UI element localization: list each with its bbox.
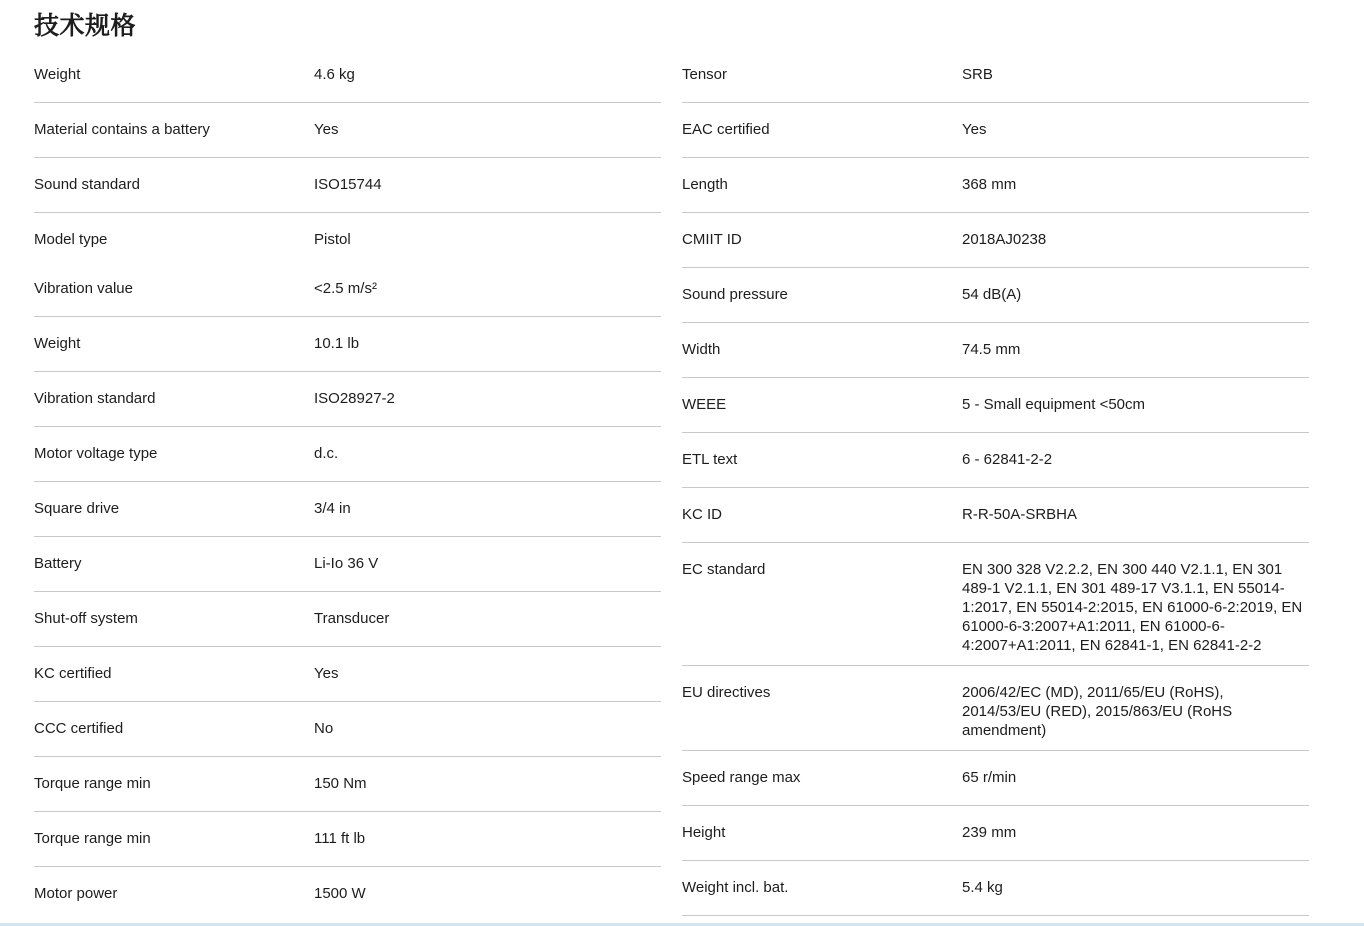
spec-row	[682, 48, 1309, 103]
spec-label: WEEE	[682, 396, 727, 413]
spec-label: EC standard	[682, 561, 766, 578]
spec-value: ISO28927-2	[314, 390, 395, 407]
spec-row	[34, 48, 661, 103]
spec-value: Li-Io 36 V	[314, 555, 379, 572]
spec-value: 10.1 lb	[314, 335, 360, 352]
spec-value: 5.4 kg	[962, 879, 1003, 896]
spec-value: 239 mm	[962, 824, 1017, 841]
spec-value: SRB	[962, 66, 993, 83]
spec-label: Height	[682, 824, 726, 841]
spec-value: Yes	[314, 121, 339, 138]
spec-row	[34, 812, 661, 867]
spec-label: Motor power	[34, 885, 118, 902]
spec-label: Battery	[34, 555, 82, 572]
spec-row	[682, 433, 1309, 488]
spec-label: Weight	[34, 335, 81, 352]
spec-value: 4.6 kg	[314, 66, 355, 83]
spec-value: 2018AJ0238	[962, 231, 1047, 248]
spec-row	[682, 323, 1309, 378]
spec-value: 54 dB(A)	[962, 286, 1022, 303]
spec-label: Torque range min	[34, 775, 151, 792]
spec-table-left	[34, 48, 661, 916]
spec-row	[682, 488, 1309, 543]
spec-value: 74.5 mm	[962, 341, 1021, 358]
spec-value: d.c.	[314, 445, 339, 462]
spec-row	[34, 482, 661, 537]
spec-label: Speed range max	[682, 769, 801, 786]
spec-label: EAC certified	[682, 121, 770, 138]
spec-label: Width	[682, 341, 721, 358]
spec-row	[34, 647, 661, 702]
spec-label: Weight	[34, 66, 81, 83]
spec-label: EU directives	[682, 684, 771, 701]
spec-label: Square drive	[34, 500, 120, 517]
spec-row	[34, 317, 661, 372]
spec-label: Sound standard	[34, 176, 140, 193]
spec-label: Length	[682, 176, 728, 193]
spec-row	[34, 867, 661, 916]
spec-label: Model type	[34, 231, 108, 248]
spec-row	[34, 213, 661, 262]
spec-tables-container	[34, 48, 1309, 916]
spec-label: CCC certified	[34, 720, 124, 737]
spec-row	[682, 751, 1309, 806]
spec-label: Torque range min	[34, 830, 151, 847]
spec-value: 2006/42/EC (MD), 2011/65/EU (RoHS), 2014/53/EU (RED), 2015/863/EU (RoHS amendment)	[962, 684, 1233, 739]
spec-value: 3/4 in	[314, 500, 351, 517]
spec-value: <2.5 m/s²	[314, 280, 377, 297]
spec-row	[34, 372, 661, 427]
page-title: 技术规格	[34, 12, 137, 40]
spec-value: 5 - Small equipment <50cm	[962, 396, 1146, 413]
spec-row	[34, 158, 661, 213]
spec-row	[34, 757, 661, 812]
spec-label: ETL text	[682, 451, 738, 468]
spec-table-right	[682, 48, 1309, 916]
spec-label: KC ID	[682, 506, 723, 523]
spec-row	[682, 666, 1309, 751]
spec-value: Yes	[962, 121, 987, 138]
spec-value: 368 mm	[962, 176, 1017, 193]
spec-value: Pistol	[314, 231, 351, 248]
spec-value: No	[314, 720, 334, 737]
spec-row	[34, 262, 661, 317]
spec-label: Vibration value	[34, 280, 133, 297]
spec-value: Transducer	[314, 610, 390, 627]
spec-label: Motor voltage type	[34, 445, 158, 462]
spec-value: EN 300 328 V2.2.2, EN 300 440 V2.1.1, EN 301 489-1 V2.1.1, EN 301 489-17 V3.1.1, EN 55014-1:2017, EN 55014-2:2015, EN 61000-6-2:2019, EN 61000-6-3:2007+A1:2011, EN 61000-6-4:2007+A1:2011, EN 62841-1, EN 62841-2-2	[962, 561, 1303, 654]
spec-row	[682, 378, 1309, 433]
spec-value: ISO15744	[314, 176, 382, 193]
spec-row	[34, 537, 661, 592]
spec-label: Material contains a battery	[34, 121, 210, 138]
spec-value: 150 Nm	[314, 775, 367, 792]
spec-row	[682, 158, 1309, 213]
spec-label: Tensor	[682, 66, 728, 83]
spec-label: Vibration standard	[34, 390, 156, 407]
spec-row	[34, 103, 661, 158]
spec-row	[682, 268, 1309, 323]
spec-label: CMIIT ID	[682, 231, 742, 248]
spec-row	[682, 213, 1309, 268]
spec-label: KC certified	[34, 665, 112, 682]
spec-row	[682, 103, 1309, 158]
spec-label: Weight incl. bat.	[682, 879, 789, 896]
spec-label: Sound pressure	[682, 286, 788, 303]
spec-value: 65 r/min	[962, 769, 1017, 786]
spec-value: R-R-50A-SRBHA	[962, 506, 1078, 523]
spec-row	[34, 592, 661, 647]
spec-row	[682, 806, 1309, 861]
spec-value: Yes	[314, 665, 339, 682]
spec-value: 1500 W	[314, 885, 366, 902]
spec-value: 6 - 62841-2-2	[962, 451, 1053, 468]
spec-row	[34, 702, 661, 757]
spec-label: Shut-off system	[34, 610, 138, 627]
spec-row	[682, 861, 1309, 916]
spec-value: 111 ft lb	[314, 830, 366, 847]
spec-row	[682, 543, 1309, 666]
spec-row	[34, 427, 661, 482]
